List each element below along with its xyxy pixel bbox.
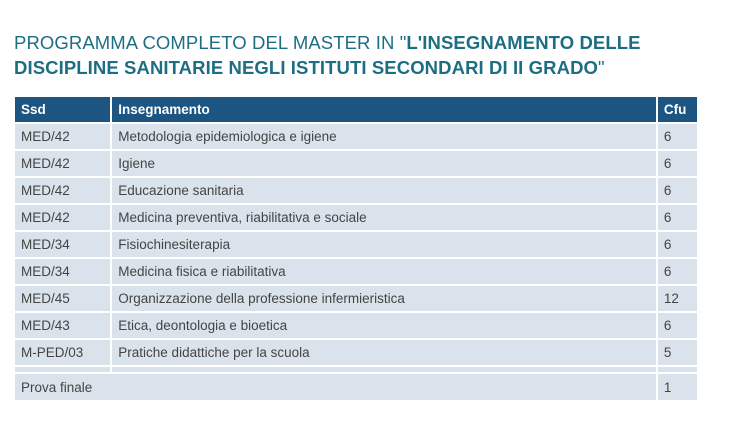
table-row [15, 122, 697, 149]
table-row [15, 230, 697, 257]
table-spacer-row [15, 365, 697, 372]
cell-insegnamento: Pratiche didattiche per la scuola [112, 338, 658, 365]
cell-cfu: 6 [658, 122, 697, 149]
cell-ssd: MED/42 [15, 149, 112, 176]
program-table [15, 97, 697, 400]
table-row [15, 284, 697, 311]
cell-insegnamento: Fisiochinesiterapia [112, 230, 658, 257]
cell-insegnamento: Medicina preventiva, riabilitativa e sociale [112, 203, 658, 230]
cell-ssd: MED/34 [15, 230, 112, 257]
cell-insegnamento: Medicina fisica e riabilitativa [112, 257, 658, 284]
spacer-cell [112, 365, 658, 372]
cell-cfu: 6 [658, 149, 697, 176]
cell-ssd: MED/42 [15, 176, 112, 203]
cell-cfu: 5 [658, 338, 697, 365]
cell-insegnamento: Igiene [112, 149, 658, 176]
cell-ssd: M-PED/03 [15, 338, 112, 365]
table-row [15, 176, 697, 203]
cell-insegnamento: Educazione sanitaria [112, 176, 658, 203]
cell-insegnamento: Metodologia epidemiologica e igiene [112, 122, 658, 149]
cell-ssd: MED/42 [15, 122, 112, 149]
cell-cfu: 6 [658, 311, 697, 338]
page-title-bold: L'INSEGNAMENTO DELLE DISCIPLINE SANITARIE NEGLI ISTITUTI SECONDARI DI II GRADO [14, 32, 641, 78]
cell-ssd: MED/42 [15, 203, 112, 230]
cell-cfu: 6 [658, 257, 697, 284]
cell-cfu: 6 [658, 176, 697, 203]
final-exam-label: Prova finale [15, 372, 658, 400]
page-title [14, 30, 714, 80]
cell-ssd: MED/34 [15, 257, 112, 284]
header-insegnamento: Insegnamento [112, 97, 658, 122]
header-cfu: Cfu [658, 97, 697, 122]
cell-ssd: MED/45 [15, 284, 112, 311]
table-row [15, 338, 697, 365]
cell-cfu: 6 [658, 230, 697, 257]
cell-insegnamento: Etica, deontologia e bioetica [112, 311, 658, 338]
table-row [15, 311, 697, 338]
spacer-cell [658, 365, 697, 372]
header-ssd: Ssd [15, 97, 112, 122]
table-header-row [15, 97, 697, 122]
table-row [15, 149, 697, 176]
cell-ssd: MED/43 [15, 311, 112, 338]
cell-insegnamento: Organizzazione della professione infermieristica [112, 284, 658, 311]
cell-cfu: 12 [658, 284, 697, 311]
page-title-suffix: " [598, 57, 605, 78]
table-row [15, 257, 697, 284]
page-title-prefix: PROGRAMMA COMPLETO DEL MASTER IN " [14, 32, 407, 53]
table-row [15, 203, 697, 230]
final-exam-cfu: 1 [658, 372, 697, 400]
cell-cfu: 6 [658, 203, 697, 230]
final-exam-row [15, 372, 697, 400]
spacer-cell [15, 365, 112, 372]
